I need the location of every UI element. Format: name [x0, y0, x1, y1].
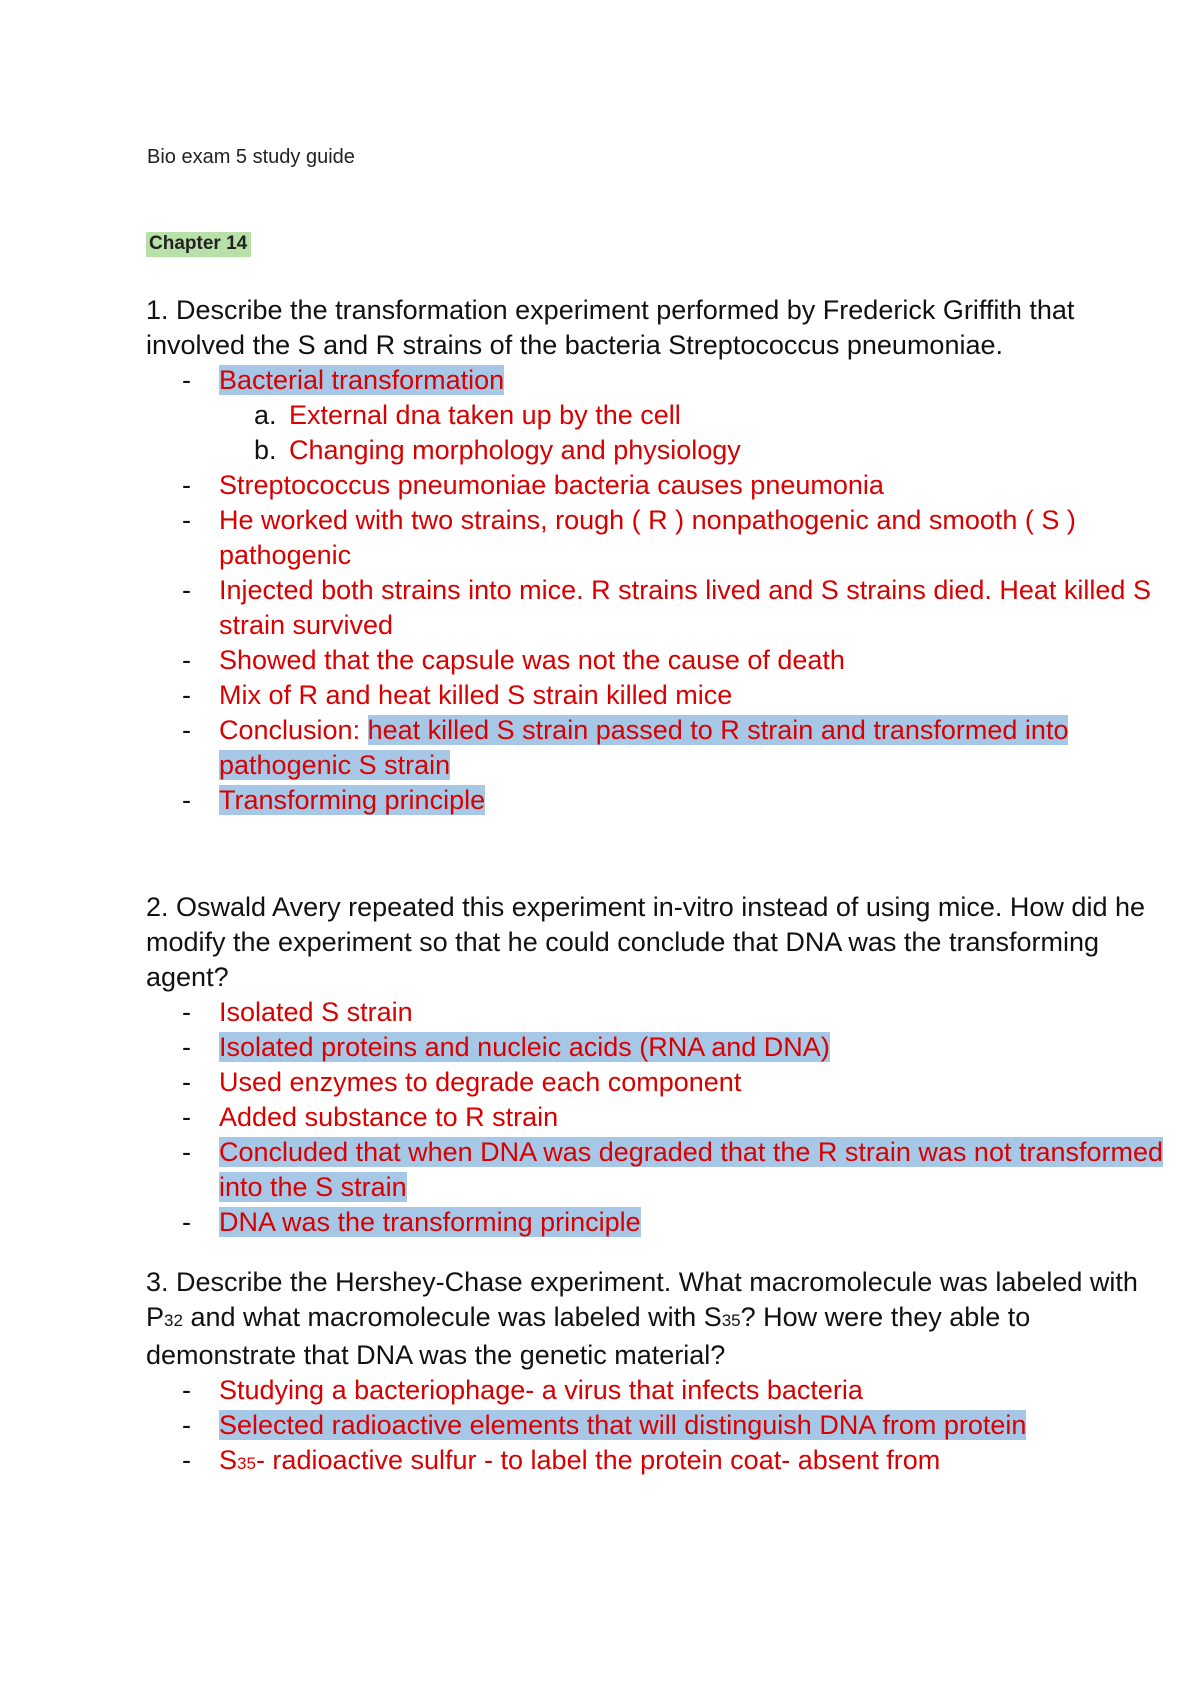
answer-text: - radioactive sulfur - to label the protein coat- absent from [255, 1445, 941, 1475]
question-3-part: 3. Describe the Hershey-Chase experiment. What macromolecule was labeled with P [146, 1267, 1138, 1332]
answer-item [146, 1030, 1170, 1065]
answer-text: Injected both strains into mice. R strains lived and S strains died. Heat killed S strain survived [219, 575, 1151, 640]
answer-item [146, 1373, 1170, 1408]
answer-item [146, 713, 1170, 783]
question-3-section [146, 1265, 1170, 1481]
question-1-section [146, 293, 1170, 818]
answer-item [146, 573, 1170, 643]
sub-item [146, 433, 1170, 468]
answer-item [146, 1065, 1170, 1100]
answer-text: Showed that the capsule was not the cause of death [219, 645, 845, 675]
question-1-text: 1. Describe the transformation experiment performed by Frederick Griffith that involved the S and R strains of the bacteria Streptococcus pneumoniae. [146, 295, 1075, 360]
answer-text: Transforming principle [219, 785, 486, 815]
question-3-text [146, 1265, 1170, 1373]
answer-item [146, 503, 1170, 573]
answer-text: Used enzymes to degrade each component [219, 1067, 742, 1097]
question-2-section [146, 890, 1170, 1240]
answer-text: Bacterial transformation [219, 365, 505, 395]
answer-item [146, 783, 1170, 818]
question-1-answers [146, 363, 1170, 398]
answer-text: Streptococcus pneumoniae bacteria causes pneumonia [219, 470, 884, 500]
answer-text: Added substance to R strain [219, 1102, 559, 1132]
answer-item [146, 995, 1170, 1030]
sub-marker: b. [254, 435, 277, 465]
sub-text: External dna taken up by the cell [289, 400, 681, 430]
answer-text: Isolated S strain [219, 997, 413, 1027]
document-title: Bio exam 5 study guide [147, 146, 355, 168]
sub-item [146, 398, 1170, 433]
question-3-part: ? How were they able to demonstrate that DNA was the genetic material? [146, 1302, 1031, 1370]
answer-text: Isolated proteins and nucleic acids (RNA and DNA) [219, 1032, 830, 1062]
subscript: 32 [164, 1311, 183, 1330]
answer-item [146, 1443, 1170, 1481]
question-2-text: 2. Oswald Avery repeated this experiment in-vitro instead of using mice. How did he modify the experiment so that he could conclude that DNA was the transforming agent? [146, 892, 1145, 992]
answer-item [146, 1135, 1170, 1205]
sub-marker: a. [254, 400, 277, 430]
answer-text: Selected radioactive elements that will distinguish DNA from protein [219, 1410, 1027, 1440]
answer-prefix: Conclusion: [219, 715, 368, 745]
answer-item [146, 643, 1170, 678]
subscript: 35 [237, 1454, 256, 1473]
answer-text: S [219, 1445, 238, 1475]
answer-item [146, 678, 1170, 713]
answer-text: DNA was the transforming principle [219, 1207, 641, 1237]
answer-text: He worked with two strains, rough ( R ) nonpathogenic and smooth ( S ) pathogenic [219, 505, 1076, 570]
answer-item [146, 363, 1170, 398]
answer-text: Mix of R and heat killed S strain killed mice [219, 680, 733, 710]
answer-item [146, 1408, 1170, 1443]
question-3-answers [146, 1373, 1170, 1481]
question-2-answers [146, 995, 1170, 1240]
answer-item [146, 468, 1170, 503]
subscript: 35 [721, 1311, 741, 1330]
sub-text: Changing morphology and physiology [289, 435, 741, 465]
question-1-answers-continued [146, 468, 1170, 818]
sub-list [146, 398, 1170, 468]
answer-item [146, 1100, 1170, 1135]
chapter-heading: Chapter 14 [146, 232, 251, 257]
answer-text: Studying a bacteriophage- a virus that infects bacteria [219, 1375, 863, 1405]
answer-item [146, 1205, 1170, 1240]
question-3-part: and what macromolecule was labeled with S [182, 1302, 722, 1332]
answer-text: heat killed S strain passed to R strain and transformed into pathogenic S strain [219, 715, 1069, 780]
answer-text: Concluded that when DNA was degraded that the R strain was not transformed into the S strain [219, 1137, 1164, 1202]
